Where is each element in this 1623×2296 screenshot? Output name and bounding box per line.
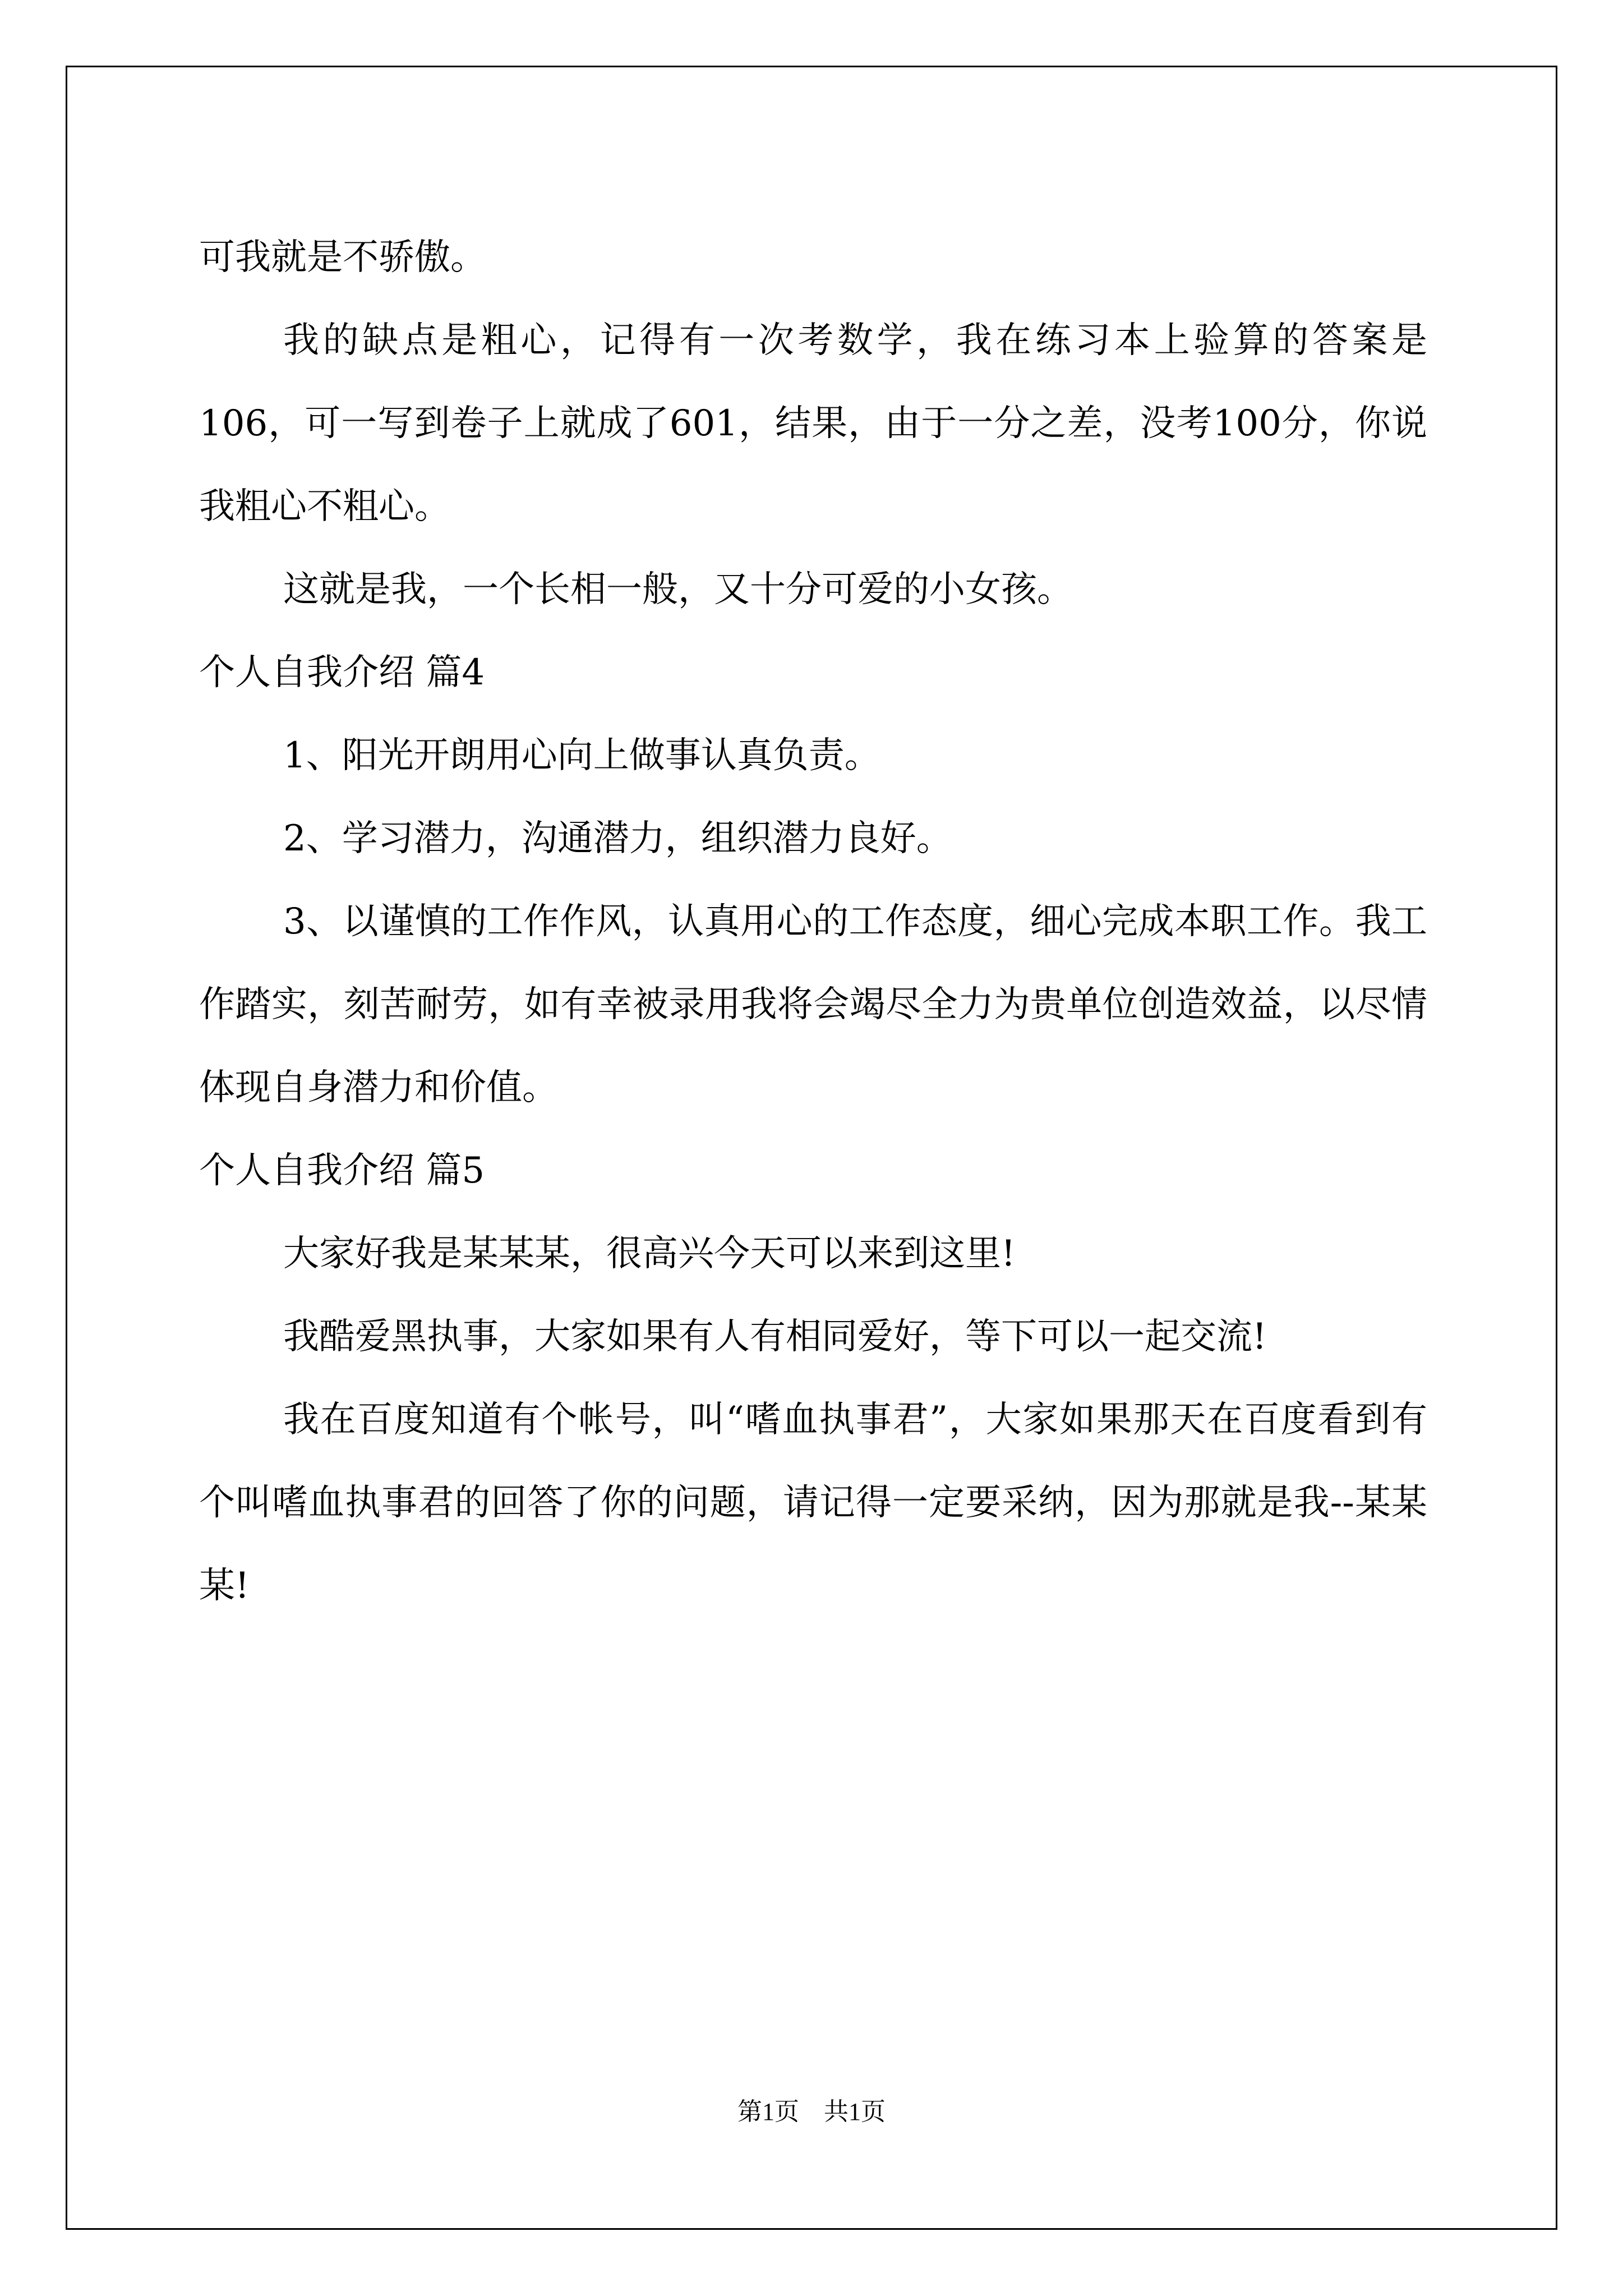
paragraph: 可我就是不骄傲。 [199,237,486,278]
paragraph: 我酷爱黑执事，大家如果有人有相同爱好，等下可以一起交流! [283,1316,1267,1358]
page-number-footer: 第1页 共1页 [737,2098,886,2125]
paragraph: 3、以谨慎的工作作风，认真用心的工作态度，细心完成本职工作。我工作踏实，刻苦耐劳，如有幸被录用我将会竭尽全力为贵单位创造效益，以尽情体现自身潜力和价值。 [199,901,1427,1108]
section-heading: 个人自我介绍 篇5 [199,1150,485,1191]
paragraph: 1、阳光开朗用心向上做事认真负责。 [283,735,880,776]
paragraph: 2、学习潜力，沟通潜力，组织潜力良好。 [283,818,952,859]
document-body [199,216,1427,1627]
section-heading: 个人自我介绍 篇4 [199,652,485,693]
paragraph: 这就是我，一个长相一般，又十分可爱的小女孩。 [283,569,1073,610]
paragraph: 我在百度知道有个帐号，叫“嗜血执事君”，大家如果那天在百度看到有个叫嗜血执事君的回答了你的问题，请记得一定要采纳，因为那就是我--某某某! [199,1399,1427,1607]
paragraph: 我的缺点是粗心，记得有一次考数学，我在练习本上验算的答案是106，可一写到卷子上就成了601，结果，由于一分之差，没考100分，你说我粗心不粗心。 [199,320,1427,527]
paragraph: 大家好我是某某某，很高兴今天可以来到这里! [283,1233,1016,1274]
